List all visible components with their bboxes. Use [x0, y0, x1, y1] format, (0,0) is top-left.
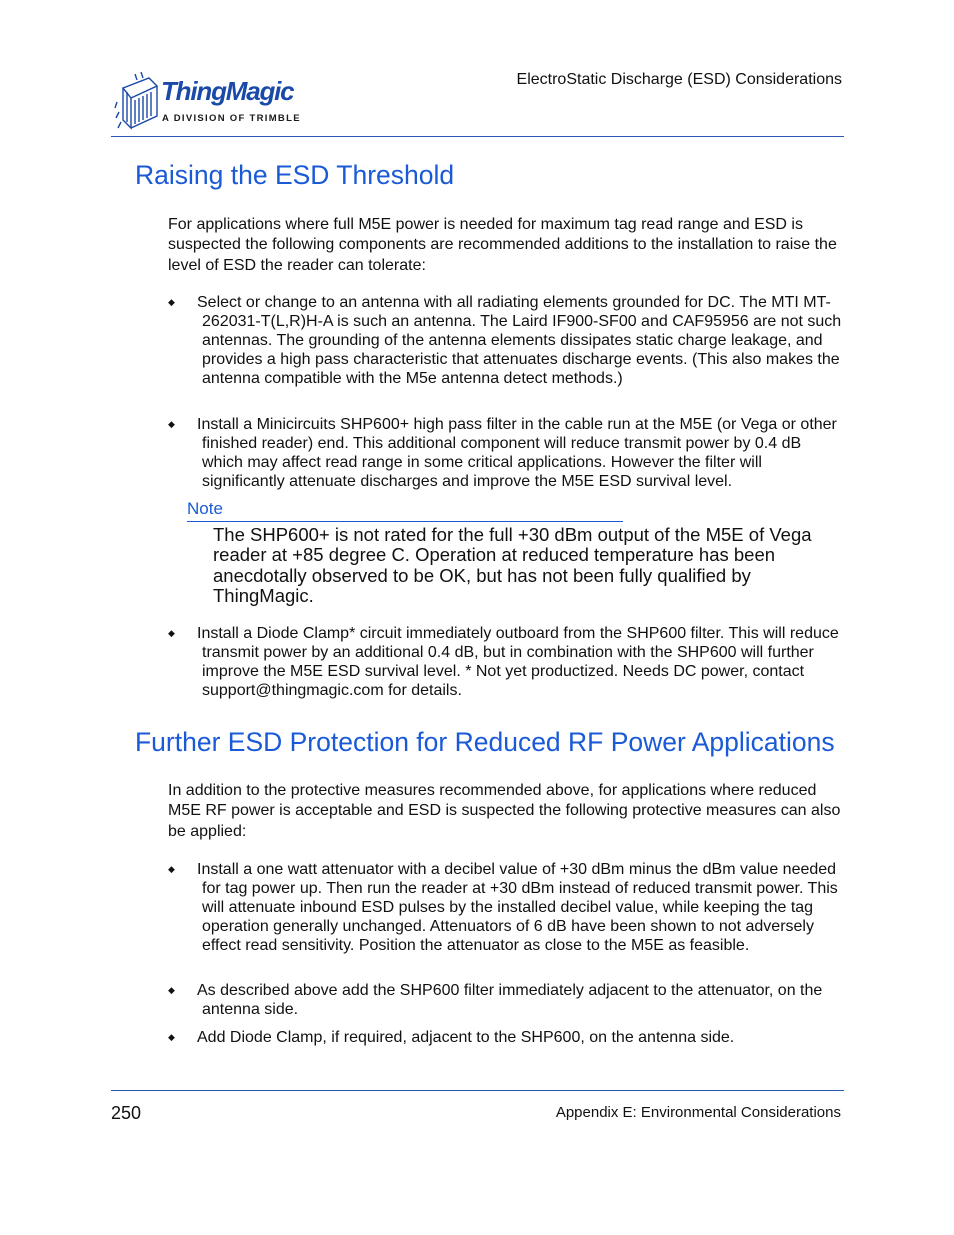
list-item [168, 860, 844, 955]
list-item-text: Install a one watt attenuator with a decibel value of +30 dBm minus the dBm value needed for tag power up. Then run the reader at +30 dBm instead of reduced transmit power. This will attenuate inbound ESD pulses by the installed decibel value, while keeping the tag operation generally unchanged. Attenuators of 6 dB have been shown to not adversely effect read sensitivity. Position the attenuator as close to the M5E as feasible. [197, 861, 838, 954]
section2-intro: In addition to the protective measures recommended above, for applications where reduced M5E RF power is acceptable and ESD is suspected the following protective measures can also be applied: [168, 782, 841, 840]
section-heading-raising-esd: Raising the ESD Threshold [135, 160, 455, 190]
section1-intro: For applications where full M5E power is needed for maximum tag read range and ESD is suspected the following components are recommended additions to the installation to raise the level of ESD the reader can tolerate: [168, 216, 837, 274]
list-item [168, 624, 844, 700]
bullet-diamond-icon: ◆ [168, 985, 175, 995]
header-rule [111, 136, 844, 137]
bullet-diamond-icon: ◆ [168, 1032, 175, 1042]
bullet-diamond-icon: ◆ [168, 297, 175, 307]
logo-reader-icon [113, 72, 161, 132]
list-item-text: Install a Minicircuits SHP600+ high pass filter in the cable run at the M5E (or Vega or other finished reader) end. This additional component will reduce transmit power by 0.4 dB which may affect read range in some critical applications. However the filter will significantly attenuate discharges and improve the M5E ESD survival level. [197, 416, 837, 490]
footer-rule [111, 1090, 844, 1091]
running-footer: Appendix E: Environmental Considerations [555, 1104, 841, 1121]
bullet-diamond-icon: ◆ [168, 419, 175, 429]
note-rule [187, 521, 623, 522]
logo-tagline: A DIVISION OF TRIMBLE [162, 113, 301, 124]
bullet-diamond-icon: ◆ [168, 628, 175, 638]
list-item-text: Add Diode Clamp, if required, adjacent to the SHP600, on the antenna side. [197, 1029, 735, 1046]
running-header: ElectroStatic Discharge (ESD) Considerations [516, 71, 842, 88]
logo-name: ThingMagic [161, 76, 294, 106]
list-item [168, 1028, 844, 1047]
list-item [168, 415, 844, 491]
note-text: The SHP600+ is not rated for the full +30 dBm output of the M5E of Vega reader at +85 degree C. Operation at reduced temperature has been anecdotally observed to be OK, but has not been fully qualified by ThingMagic. [213, 524, 812, 606]
list-item-text: As described above add the SHP600 filter immediately adjacent to the attenuator, on the antenna side. [197, 982, 823, 1018]
list-item-text: Select or change to an antenna with all radiating elements grounded for DC. The MTI MT-262031-T(L,R)H-A is such an antenna. The Laird IF900-SF00 and CAF95956 are not such antennas. The grounding of the antenna elements dissipates static charge leakage, and provides a high pass characteristic that attenuates discharge events. (This also makes the antenna compatible with the M5e antenna detect methods.) [197, 294, 842, 387]
list-item [168, 981, 844, 1019]
note-label: Note [187, 499, 223, 518]
thingmagic-logo [113, 72, 313, 132]
page-number: 250 [111, 1103, 142, 1123]
list-item-text: Install a Diode Clamp* circuit immediately outboard from the SHP600 filter. This will reduce transmit power by an additional 0.4 dB, but in combination with the SHP600 will further improve the M5E ESD survival level. * Not yet productized. Needs DC power, contact support@thingmagic.com for details. [197, 625, 839, 699]
bullet-diamond-icon: ◆ [168, 864, 175, 874]
section-heading-further-esd: Further ESD Protection for Reduced RF Power Applications [135, 727, 835, 757]
list-item [168, 293, 844, 388]
